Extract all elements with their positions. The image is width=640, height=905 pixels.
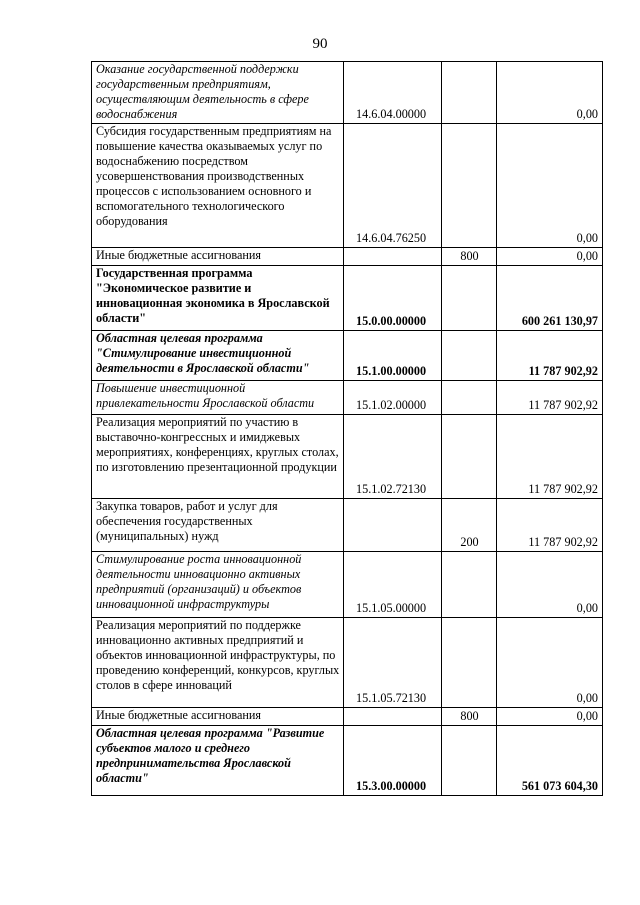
row-name: Повышение инвестиционной привлекательности Ярославской области xyxy=(92,381,344,415)
row-code xyxy=(344,248,442,266)
row-amount: 0,00 xyxy=(497,62,603,124)
row-type xyxy=(442,415,497,499)
row-name: Областная целевая программа "Развитие субъектов малого и среднего предпринимательства Ярославской области" xyxy=(92,726,344,796)
row-amount: 11 787 902,92 xyxy=(497,415,603,499)
row-name: Государственная программа "Экономическое развитие и инновационная экономика в Ярославской области" xyxy=(92,266,344,331)
row-type xyxy=(442,618,497,708)
table-row xyxy=(92,62,603,124)
row-amount: 0,00 xyxy=(497,124,603,248)
row-code: 15.3.00.00000 xyxy=(344,726,442,796)
row-code: 14.6.04.00000 xyxy=(344,62,442,124)
table-row xyxy=(92,552,603,618)
table-row xyxy=(92,248,603,266)
row-type xyxy=(442,726,497,796)
row-code: 15.0.00.00000 xyxy=(344,266,442,331)
table-row xyxy=(92,124,603,248)
row-amount: 0,00 xyxy=(497,552,603,618)
row-amount: 561 073 604,30 xyxy=(497,726,603,796)
row-amount: 0,00 xyxy=(497,248,603,266)
row-code xyxy=(344,499,442,552)
row-code: 14.6.04.76250 xyxy=(344,124,442,248)
row-code: 15.1.00.00000 xyxy=(344,331,442,381)
row-type xyxy=(442,331,497,381)
row-name: Областная целевая программа "Стимулирование инвестиционной деятельности в Ярославской области" xyxy=(92,331,344,381)
row-type: 800 xyxy=(442,248,497,266)
row-name: Субсидия государственным предприятиям на повышение качества оказываемых услуг по водоснабжению посредством усовершенствования производственных процессов с использованием основного и вспомогательного технологического оборудования xyxy=(92,124,344,248)
page-number: 90 xyxy=(312,36,328,52)
row-type xyxy=(442,381,497,415)
table-row xyxy=(92,266,603,331)
row-name: Стимулирование роста инновационной деятельности инновационно активных предприятий (организаций) и объектов инновационной инфраструктуры xyxy=(92,552,344,618)
row-code: 15.1.02.00000 xyxy=(344,381,442,415)
row-amount: 11 787 902,92 xyxy=(497,499,603,552)
table-row xyxy=(92,726,603,796)
row-code: 15.1.05.72130 xyxy=(344,618,442,708)
row-code xyxy=(344,708,442,726)
table-row xyxy=(92,331,603,381)
row-name: Оказание государственной поддержки государственным предприятиям, осуществляющим деятельность в сфере водоснабжения xyxy=(92,62,344,124)
row-type xyxy=(442,124,497,248)
row-name: Реализация мероприятий по участию в выставочно-конгрессных и имиджевых мероприятиях, конференциях, круглых столах, по изготовлению презентационной продукции xyxy=(92,415,344,499)
row-type xyxy=(442,552,497,618)
row-amount: 11 787 902,92 xyxy=(497,331,603,381)
row-name: Иные бюджетные ассигнования xyxy=(92,248,344,266)
row-type: 800 xyxy=(442,708,497,726)
row-amount: 0,00 xyxy=(497,708,603,726)
table-row xyxy=(92,618,603,708)
row-code: 15.1.02.72130 xyxy=(344,415,442,499)
row-code: 15.1.05.00000 xyxy=(344,552,442,618)
table-row xyxy=(92,415,603,499)
row-type xyxy=(442,266,497,331)
row-name: Закупка товаров, работ и услуг для обеспечения государственных (муниципальных) нужд xyxy=(92,499,344,552)
budget-table-body xyxy=(92,62,603,796)
table-row xyxy=(92,381,603,415)
row-amount: 0,00 xyxy=(497,618,603,708)
row-type xyxy=(442,62,497,124)
row-name: Реализация мероприятий по поддержке инновационно активных предприятий и объектов инновационной инфраструктуры, по проведению конференций, конкурсов, круглых столов в сфере инноваций xyxy=(92,618,344,708)
budget-table xyxy=(91,61,603,796)
table-row xyxy=(92,708,603,726)
row-amount: 600 261 130,97 xyxy=(497,266,603,331)
row-name: Иные бюджетные ассигнования xyxy=(92,708,344,726)
table-row xyxy=(92,499,603,552)
row-amount: 11 787 902,92 xyxy=(497,381,603,415)
row-type: 200 xyxy=(442,499,497,552)
